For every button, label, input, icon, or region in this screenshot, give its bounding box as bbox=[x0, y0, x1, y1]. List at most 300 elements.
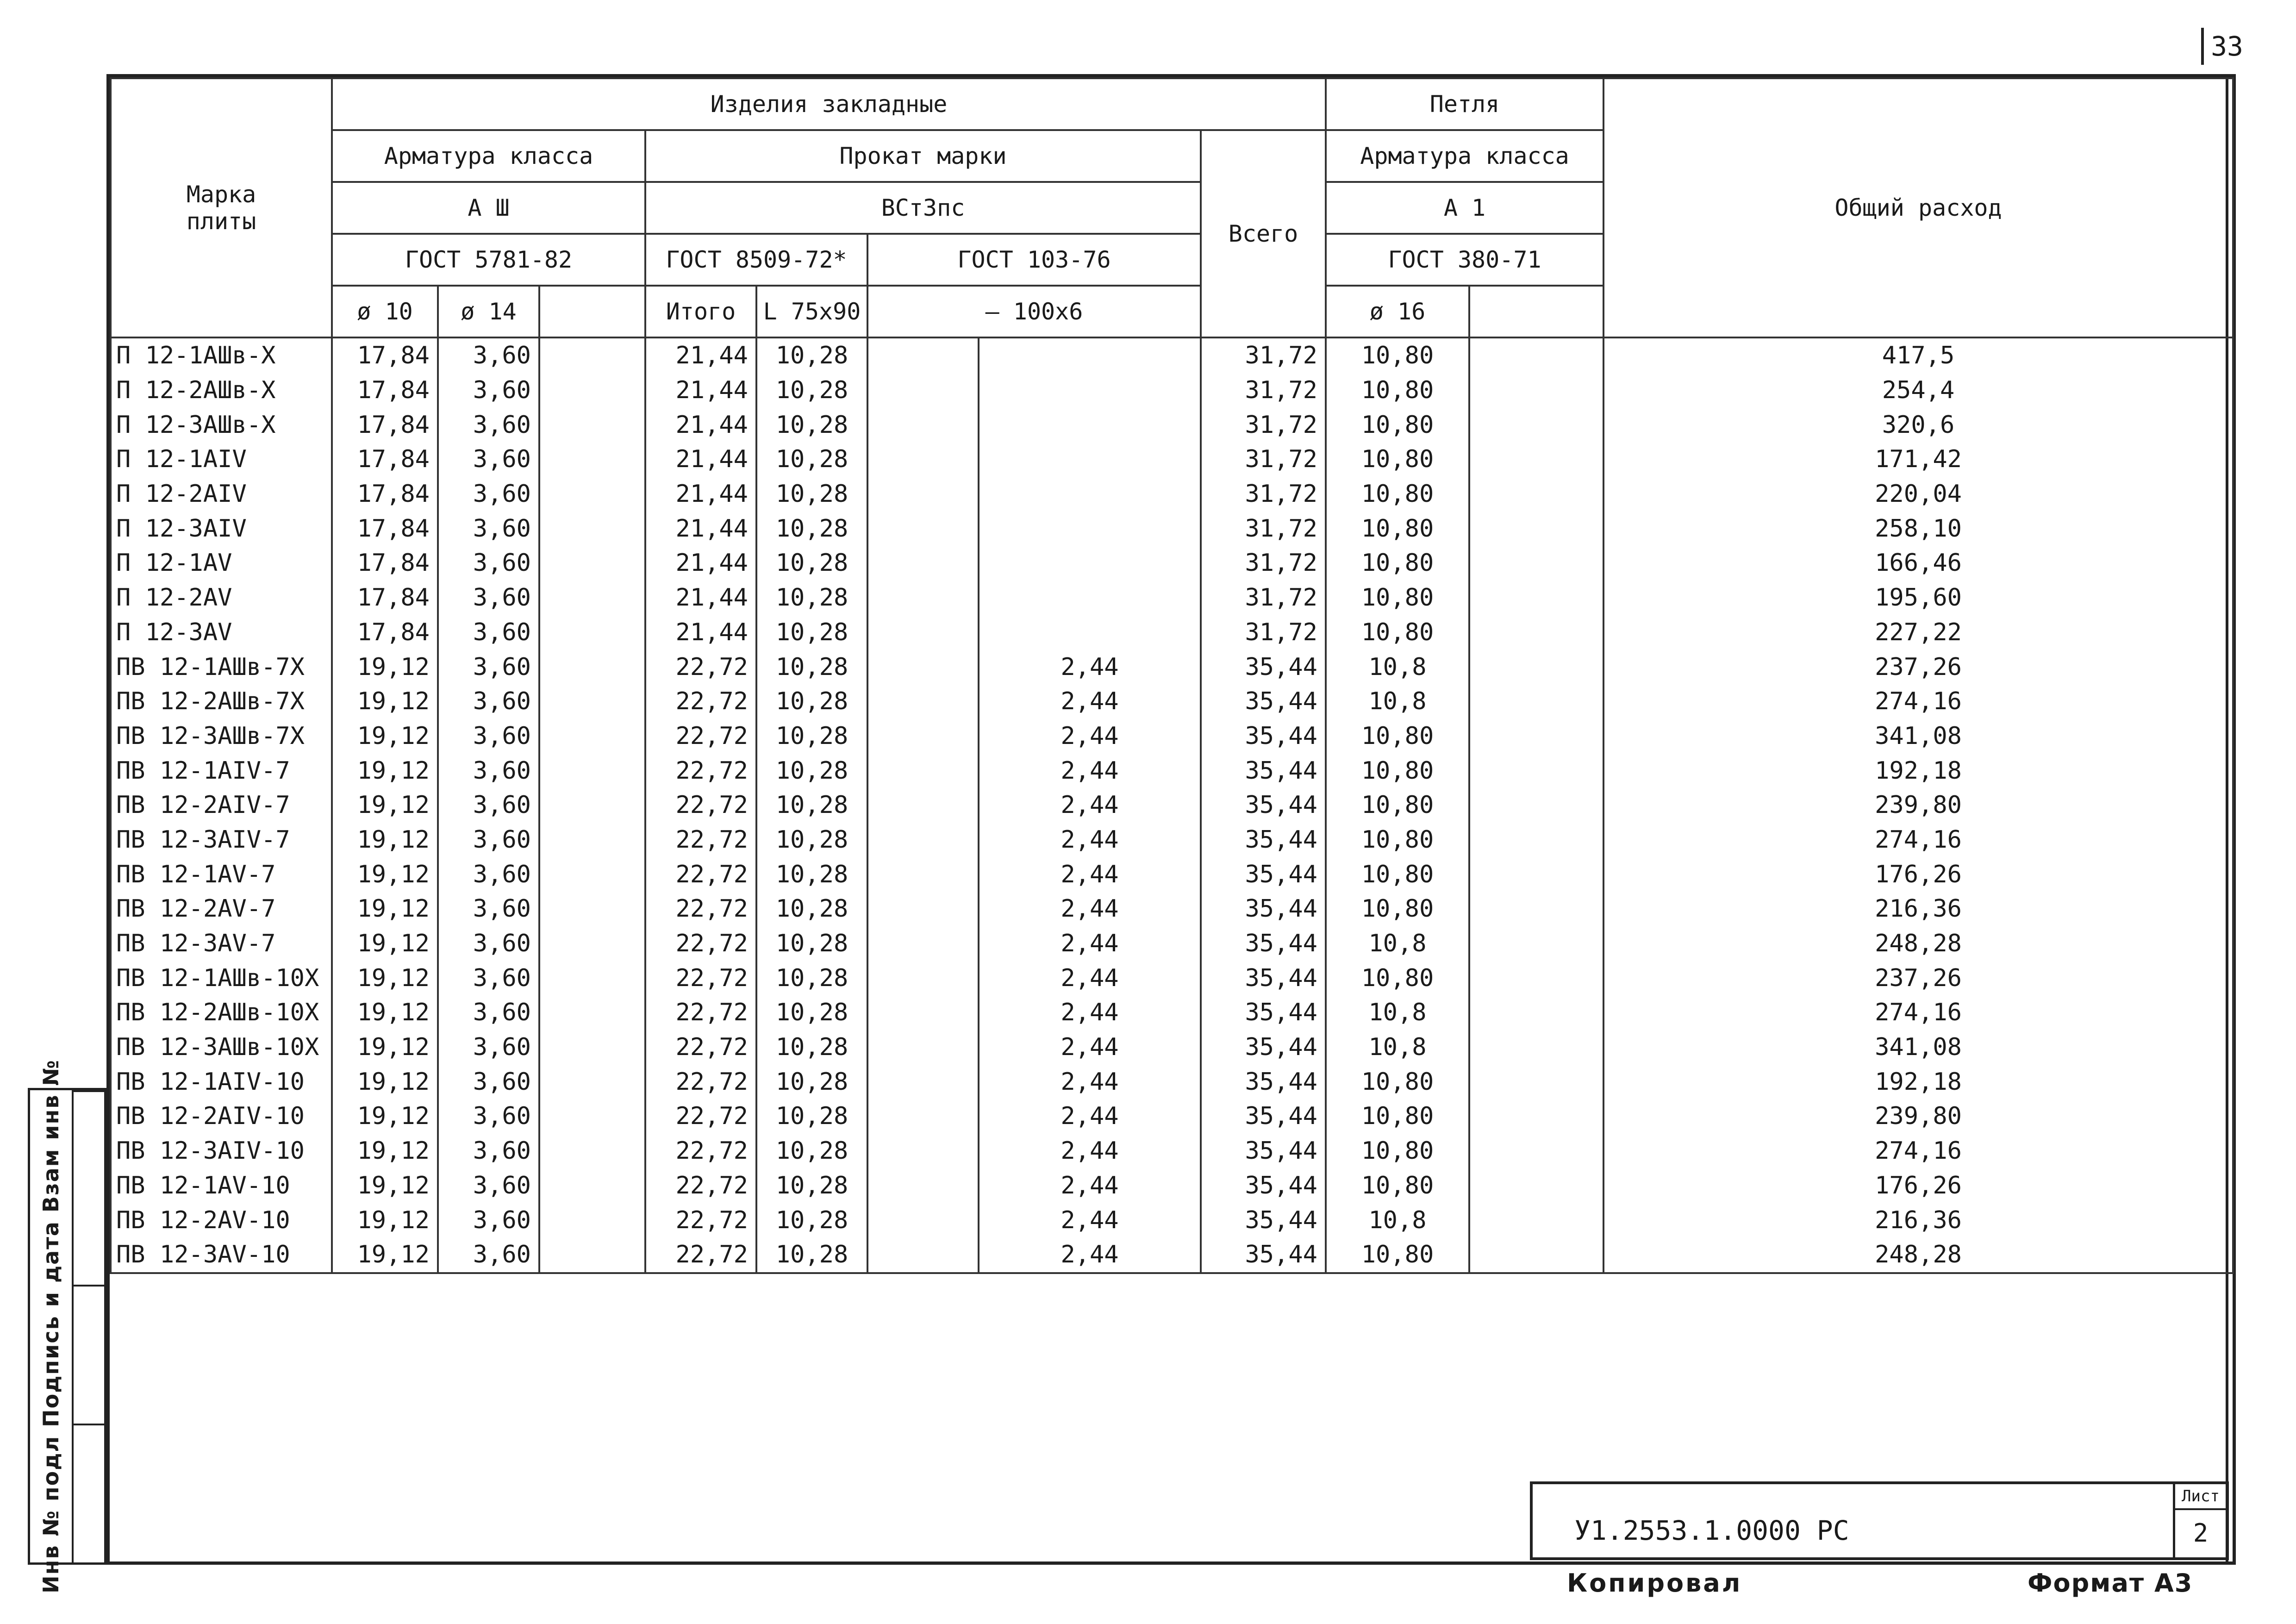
header-dia16: ø 16 bbox=[1326, 286, 1469, 337]
cell-strip: 2,44 bbox=[979, 1030, 1201, 1065]
cell-empty bbox=[539, 1099, 645, 1134]
header-angle-profile: L 75x90 bbox=[756, 286, 867, 337]
cell-d16: 10,80 bbox=[1326, 477, 1469, 512]
cell-mark: ПВ 12-2АШв-10Х bbox=[111, 995, 332, 1030]
cell-empty bbox=[867, 1168, 979, 1203]
cell-d16: 10,80 bbox=[1326, 719, 1469, 754]
cell-d10: 19,12 bbox=[332, 650, 438, 684]
cell-angle: 10,28 bbox=[756, 477, 867, 512]
cell-strip bbox=[979, 615, 1201, 650]
cell-empty bbox=[867, 511, 979, 546]
cell-empty bbox=[539, 857, 645, 892]
cell-d10: 19,12 bbox=[332, 892, 438, 926]
cell-empty bbox=[539, 684, 645, 719]
cell-mark: ПВ 12-1АV-10 bbox=[111, 1168, 332, 1203]
cell-itogo: 22,72 bbox=[645, 1134, 756, 1168]
approval-side-strip bbox=[28, 1059, 106, 1593]
cell-empty bbox=[1469, 1237, 1603, 1273]
cell-total: 237,26 bbox=[1603, 650, 2233, 684]
cell-total: 176,26 bbox=[1603, 1168, 2233, 1203]
cell-empty bbox=[539, 511, 645, 546]
cell-vsego: 35,44 bbox=[1201, 995, 1326, 1030]
cell-mark: ПВ 12-2АIV-7 bbox=[111, 788, 332, 823]
sheet-number: 2 bbox=[2193, 1518, 2209, 1548]
header-empty-rebar bbox=[539, 286, 645, 337]
header-gost-rolled-angle: ГОСТ 8509-72* bbox=[645, 234, 867, 286]
cell-mark: ПВ 12-1АШв-10Х bbox=[111, 961, 332, 995]
header-loop-class: А 1 bbox=[1326, 182, 1603, 234]
cell-itogo: 22,72 bbox=[645, 788, 756, 823]
cell-d16: 10,80 bbox=[1326, 546, 1469, 581]
cell-d10: 19,12 bbox=[332, 1099, 438, 1134]
cell-empty bbox=[867, 995, 979, 1030]
cell-vsego: 35,44 bbox=[1201, 753, 1326, 788]
cell-d16: 10,80 bbox=[1326, 1099, 1469, 1134]
cell-vsego: 31,72 bbox=[1201, 407, 1326, 442]
cell-total: 237,26 bbox=[1603, 961, 2233, 995]
cell-empty bbox=[1469, 926, 1603, 961]
cell-strip bbox=[979, 373, 1201, 408]
cell-empty bbox=[867, 719, 979, 754]
cell-angle: 10,28 bbox=[756, 615, 867, 650]
cell-empty bbox=[1469, 650, 1603, 684]
table-row bbox=[111, 753, 2233, 788]
cell-itogo: 22,72 bbox=[645, 892, 756, 926]
cell-vsego: 35,44 bbox=[1201, 1064, 1326, 1099]
cell-d10: 17,84 bbox=[332, 581, 438, 615]
table-body bbox=[111, 337, 2233, 1515]
cell-d14: 3,60 bbox=[438, 1064, 539, 1099]
cell-strip bbox=[979, 442, 1201, 477]
header-loop-rebar-class: Арматура класса bbox=[1326, 130, 1603, 182]
document-code: У1.2553.1.0000 РС bbox=[1574, 1515, 1849, 1546]
cell-d10: 19,12 bbox=[332, 684, 438, 719]
cell-d14: 3,60 bbox=[438, 1030, 539, 1065]
cell-empty bbox=[539, 823, 645, 857]
cell-empty bbox=[1469, 753, 1603, 788]
cell-d14: 3,60 bbox=[438, 788, 539, 823]
cell-empty bbox=[539, 337, 645, 373]
cell-itogo: 21,44 bbox=[645, 337, 756, 373]
cell-d16: 10,80 bbox=[1326, 1237, 1469, 1273]
cell-itogo: 22,72 bbox=[645, 650, 756, 684]
cell-d14: 3,60 bbox=[438, 546, 539, 581]
table-row bbox=[111, 823, 2233, 857]
header-dia14: ø 14 bbox=[438, 286, 539, 337]
cell-empty bbox=[867, 546, 979, 581]
cell-d14: 3,60 bbox=[438, 511, 539, 546]
cell-angle: 10,28 bbox=[756, 337, 867, 373]
cell-empty bbox=[867, 753, 979, 788]
cell-itogo: 22,72 bbox=[645, 995, 756, 1030]
cell-empty bbox=[1469, 719, 1603, 754]
cell-itogo: 21,44 bbox=[645, 477, 756, 512]
header-loop: Петля bbox=[1326, 78, 1603, 130]
table-row bbox=[111, 337, 2233, 373]
cell-total: 192,18 bbox=[1603, 1064, 2233, 1099]
cell-strip: 2,44 bbox=[979, 719, 1201, 754]
cell-mark: ПВ 12-1АIV-7 bbox=[111, 753, 332, 788]
cell-total: 216,36 bbox=[1603, 892, 2233, 926]
cell-d10: 19,12 bbox=[332, 1134, 438, 1168]
header-rebar-class: Арматура класса bbox=[332, 130, 645, 182]
cell-angle: 10,28 bbox=[756, 753, 867, 788]
cell-vsego: 35,44 bbox=[1201, 1134, 1326, 1168]
cell-angle: 10,28 bbox=[756, 442, 867, 477]
cell-strip bbox=[979, 337, 1201, 373]
cell-mark: ПВ 12-1АIV-10 bbox=[111, 1064, 332, 1099]
cell-strip: 2,44 bbox=[979, 995, 1201, 1030]
cell-d10: 19,12 bbox=[332, 995, 438, 1030]
cell-d10: 17,84 bbox=[332, 615, 438, 650]
cell-empty bbox=[867, 788, 979, 823]
cell-mark: П 12-2АIV bbox=[111, 477, 332, 512]
cell-total: 192,18 bbox=[1603, 753, 2233, 788]
cell-d16: 10,8 bbox=[1326, 650, 1469, 684]
cell-d14: 3,60 bbox=[438, 407, 539, 442]
page-number: 33 bbox=[2201, 28, 2250, 65]
cell-d10: 19,12 bbox=[332, 1203, 438, 1237]
cell-empty bbox=[867, 337, 979, 373]
cell-total: 254,4 bbox=[1603, 373, 2233, 408]
cell-d16: 10,8 bbox=[1326, 1203, 1469, 1237]
table-row bbox=[111, 719, 2233, 754]
cell-d14: 3,60 bbox=[438, 1099, 539, 1134]
cell-mark: П 12-3АIV bbox=[111, 511, 332, 546]
cell-d14: 3,60 bbox=[438, 1203, 539, 1237]
cell-mark: ПВ 12-2АV-10 bbox=[111, 1203, 332, 1237]
cell-empty bbox=[867, 1134, 979, 1168]
cell-mark: П 12-3АШв-Х bbox=[111, 407, 332, 442]
cell-d14: 3,60 bbox=[438, 1168, 539, 1203]
cell-angle: 10,28 bbox=[756, 511, 867, 546]
cell-empty bbox=[539, 581, 645, 615]
cell-d16: 10,80 bbox=[1326, 337, 1469, 373]
cell-d16: 10,80 bbox=[1326, 615, 1469, 650]
cell-mark: П 12-2АV bbox=[111, 581, 332, 615]
cell-strip bbox=[979, 477, 1201, 512]
cell-empty bbox=[539, 650, 645, 684]
cell-mark: ПВ 12-3АIV-7 bbox=[111, 823, 332, 857]
table-row bbox=[111, 961, 2233, 995]
cell-empty bbox=[867, 823, 979, 857]
cell-angle: 10,28 bbox=[756, 1030, 867, 1065]
cell-itogo: 22,72 bbox=[645, 753, 756, 788]
cell-empty bbox=[539, 1203, 645, 1237]
cell-empty bbox=[1469, 995, 1603, 1030]
cell-empty bbox=[539, 615, 645, 650]
cell-d14: 3,60 bbox=[438, 926, 539, 961]
table-row bbox=[111, 442, 2233, 477]
cell-vsego: 31,72 bbox=[1201, 373, 1326, 408]
cell-total: 166,46 bbox=[1603, 546, 2233, 581]
cell-empty bbox=[539, 926, 645, 961]
cell-empty bbox=[1469, 511, 1603, 546]
cell-d14: 3,60 bbox=[438, 753, 539, 788]
cell-mark: П 12-1АV bbox=[111, 546, 332, 581]
side-strip-divider bbox=[72, 1285, 109, 1287]
cell-angle: 10,28 bbox=[756, 892, 867, 926]
cell-mark: ПВ 12-3АIV-10 bbox=[111, 1134, 332, 1168]
cell-itogo: 21,44 bbox=[645, 442, 756, 477]
cell-vsego: 35,44 bbox=[1201, 857, 1326, 892]
cell-total: 274,16 bbox=[1603, 995, 2233, 1030]
material-specification-table bbox=[110, 77, 2234, 1515]
cell-empty bbox=[539, 546, 645, 581]
cell-mark: П 12-1АШв-Х bbox=[111, 337, 332, 373]
cell-mark: ПВ 12-3АШв-7Х bbox=[111, 719, 332, 754]
cell-empty bbox=[539, 373, 645, 408]
side-strip-divider bbox=[72, 1090, 109, 1092]
cell-angle: 10,28 bbox=[756, 650, 867, 684]
cell-total: 248,28 bbox=[1603, 1237, 2233, 1273]
cell-empty bbox=[1469, 581, 1603, 615]
cell-itogo: 21,44 bbox=[645, 373, 756, 408]
cell-empty bbox=[867, 961, 979, 995]
cell-empty bbox=[867, 615, 979, 650]
cell-d14: 3,60 bbox=[438, 684, 539, 719]
cell-d10: 19,12 bbox=[332, 823, 438, 857]
cell-vsego: 35,44 bbox=[1201, 788, 1326, 823]
cell-d16: 10,8 bbox=[1326, 995, 1469, 1030]
cell-d16: 10,80 bbox=[1326, 857, 1469, 892]
header-plate-mark: Марка плиты bbox=[111, 78, 332, 337]
header-gost-rebar: ГОСТ 5781-82 bbox=[332, 234, 645, 286]
cell-empty bbox=[539, 1168, 645, 1203]
cell-vsego: 35,44 bbox=[1201, 684, 1326, 719]
cell-empty bbox=[867, 1030, 979, 1065]
cell-d14: 3,60 bbox=[438, 650, 539, 684]
cell-strip: 2,44 bbox=[979, 753, 1201, 788]
table-row bbox=[111, 407, 2233, 442]
cell-empty bbox=[867, 442, 979, 477]
cell-empty bbox=[867, 926, 979, 961]
cell-empty bbox=[539, 1030, 645, 1065]
cell-d14: 3,60 bbox=[438, 442, 539, 477]
cell-angle: 10,28 bbox=[756, 1134, 867, 1168]
cell-d14: 3,60 bbox=[438, 995, 539, 1030]
table-row bbox=[111, 926, 2233, 961]
cell-empty bbox=[539, 892, 645, 926]
cell-empty bbox=[1469, 615, 1603, 650]
table-row bbox=[111, 1134, 2233, 1168]
cell-d14: 3,60 bbox=[438, 373, 539, 408]
cell-d16: 10,80 bbox=[1326, 1064, 1469, 1099]
cell-mark: ПВ 12-3АШв-10Х bbox=[111, 1030, 332, 1065]
table-row bbox=[111, 892, 2233, 926]
cell-d14: 3,60 bbox=[438, 477, 539, 512]
cell-vsego: 31,72 bbox=[1201, 442, 1326, 477]
cell-total: 239,80 bbox=[1603, 788, 2233, 823]
cell-vsego: 35,44 bbox=[1201, 961, 1326, 995]
cell-strip: 2,44 bbox=[979, 1203, 1201, 1237]
cell-empty bbox=[539, 961, 645, 995]
cell-empty bbox=[1469, 1134, 1603, 1168]
cell-empty bbox=[1469, 337, 1603, 373]
cell-empty bbox=[1469, 684, 1603, 719]
cell-vsego: 31,72 bbox=[1201, 581, 1326, 615]
cell-empty bbox=[867, 892, 979, 926]
table-row bbox=[111, 615, 2233, 650]
cell-vsego: 35,44 bbox=[1201, 1203, 1326, 1237]
cell-strip: 2,44 bbox=[979, 650, 1201, 684]
cell-d16: 10,8 bbox=[1326, 926, 1469, 961]
side-strip-label: Инв № подл Подпись и дата Взам инв № bbox=[38, 1059, 63, 1593]
cell-empty bbox=[1469, 892, 1603, 926]
cell-angle: 10,28 bbox=[756, 719, 867, 754]
cell-strip: 2,44 bbox=[979, 892, 1201, 926]
cell-d14: 3,60 bbox=[438, 615, 539, 650]
cell-itogo: 21,44 bbox=[645, 581, 756, 615]
cell-d14: 3,60 bbox=[438, 1134, 539, 1168]
cell-angle: 10,28 bbox=[756, 373, 867, 408]
cell-d16: 10,80 bbox=[1326, 753, 1469, 788]
cell-angle: 10,28 bbox=[756, 1064, 867, 1099]
cell-d10: 17,84 bbox=[332, 442, 438, 477]
table-row bbox=[111, 1099, 2233, 1134]
cell-total: 341,08 bbox=[1603, 1030, 2233, 1065]
table-row bbox=[111, 1203, 2233, 1237]
cell-d16: 10,80 bbox=[1326, 511, 1469, 546]
cell-itogo: 21,44 bbox=[645, 546, 756, 581]
cell-itogo: 22,72 bbox=[645, 1064, 756, 1099]
cell-strip: 2,44 bbox=[979, 823, 1201, 857]
header-rolled-grade: Прокат марки bbox=[645, 130, 1201, 182]
cell-angle: 10,28 bbox=[756, 995, 867, 1030]
cell-strip: 2,44 bbox=[979, 926, 1201, 961]
cell-empty bbox=[539, 442, 645, 477]
cell-d16: 10,8 bbox=[1326, 1030, 1469, 1065]
cell-d10: 19,12 bbox=[332, 961, 438, 995]
cell-empty bbox=[539, 477, 645, 512]
cell-d16: 10,80 bbox=[1326, 1134, 1469, 1168]
cell-angle: 10,28 bbox=[756, 1237, 867, 1273]
cell-itogo: 21,44 bbox=[645, 511, 756, 546]
cell-itogo: 21,44 bbox=[645, 407, 756, 442]
table-row bbox=[111, 546, 2233, 581]
cell-itogo: 22,72 bbox=[645, 719, 756, 754]
cell-empty bbox=[1469, 961, 1603, 995]
cell-vsego: 35,44 bbox=[1201, 1168, 1326, 1203]
cell-d10: 19,12 bbox=[332, 1168, 438, 1203]
cell-d10: 19,12 bbox=[332, 753, 438, 788]
cell-d16: 10,80 bbox=[1326, 373, 1469, 408]
header-total-consumption: Общий расход bbox=[1603, 78, 2233, 337]
cell-empty bbox=[1469, 1168, 1603, 1203]
cell-empty bbox=[1469, 1030, 1603, 1065]
cell-strip: 2,44 bbox=[979, 684, 1201, 719]
table-row bbox=[111, 1030, 2233, 1065]
cell-empty bbox=[539, 788, 645, 823]
cell-vsego: 35,44 bbox=[1201, 1099, 1326, 1134]
cell-d10: 17,84 bbox=[332, 511, 438, 546]
header-loop-gost: ГОСТ 380-71 bbox=[1326, 234, 1603, 286]
cell-mark: ПВ 12-2АV-7 bbox=[111, 892, 332, 926]
cell-angle: 10,28 bbox=[756, 546, 867, 581]
cell-strip: 2,44 bbox=[979, 1237, 1201, 1273]
cell-d10: 17,84 bbox=[332, 546, 438, 581]
cell-d14: 3,60 bbox=[438, 961, 539, 995]
cell-empty bbox=[539, 407, 645, 442]
cell-angle: 10,28 bbox=[756, 788, 867, 823]
table-row bbox=[111, 1168, 2233, 1203]
cell-strip bbox=[979, 511, 1201, 546]
header-itogo: Итого bbox=[645, 286, 756, 337]
table-row bbox=[111, 511, 2233, 546]
cell-empty bbox=[867, 1237, 979, 1273]
cell-total: 248,28 bbox=[1603, 926, 2233, 961]
cell-vsego: 31,72 bbox=[1201, 546, 1326, 581]
cell-d10: 17,84 bbox=[332, 337, 438, 373]
cell-total: 274,16 bbox=[1603, 1134, 2233, 1168]
cell-d16: 10,80 bbox=[1326, 442, 1469, 477]
cell-d10: 19,12 bbox=[332, 926, 438, 961]
cell-itogo: 22,72 bbox=[645, 1203, 756, 1237]
cell-strip: 2,44 bbox=[979, 961, 1201, 995]
cell-d16: 10,80 bbox=[1326, 892, 1469, 926]
cell-empty bbox=[1469, 546, 1603, 581]
cell-d14: 3,60 bbox=[438, 892, 539, 926]
cell-d14: 3,60 bbox=[438, 1237, 539, 1273]
cell-vsego: 31,72 bbox=[1201, 477, 1326, 512]
cell-vsego: 35,44 bbox=[1201, 650, 1326, 684]
cell-empty bbox=[539, 995, 645, 1030]
cell-empty bbox=[867, 1099, 979, 1134]
cell-angle: 10,28 bbox=[756, 407, 867, 442]
cell-d16: 10,80 bbox=[1326, 788, 1469, 823]
cell-angle: 10,28 bbox=[756, 857, 867, 892]
cell-vsego: 35,44 bbox=[1201, 1030, 1326, 1065]
cell-empty bbox=[867, 650, 979, 684]
cell-empty bbox=[867, 407, 979, 442]
cell-itogo: 22,72 bbox=[645, 926, 756, 961]
table-row bbox=[111, 995, 2233, 1030]
table-row bbox=[111, 373, 2233, 408]
cell-vsego: 31,72 bbox=[1201, 511, 1326, 546]
cell-angle: 10,28 bbox=[756, 823, 867, 857]
cell-empty bbox=[867, 1203, 979, 1237]
cell-total: 341,08 bbox=[1603, 719, 2233, 754]
cell-itogo: 22,72 bbox=[645, 1030, 756, 1065]
table-row bbox=[111, 684, 2233, 719]
table-filler-cell bbox=[111, 1273, 2233, 1515]
cell-strip: 2,44 bbox=[979, 788, 1201, 823]
table-row bbox=[111, 1237, 2233, 1273]
cell-d10: 19,12 bbox=[332, 1237, 438, 1273]
cell-vsego: 35,44 bbox=[1201, 823, 1326, 857]
cell-strip: 2,44 bbox=[979, 1099, 1201, 1134]
cell-strip bbox=[979, 407, 1201, 442]
table-row bbox=[111, 1064, 2233, 1099]
cell-vsego: 35,44 bbox=[1201, 1237, 1326, 1273]
cell-empty bbox=[1469, 1099, 1603, 1134]
cell-empty bbox=[539, 1134, 645, 1168]
cell-empty bbox=[867, 1064, 979, 1099]
cell-total: 320,6 bbox=[1603, 407, 2233, 442]
cell-total: 227,22 bbox=[1603, 615, 2233, 650]
cell-mark: ПВ 12-3АV-10 bbox=[111, 1237, 332, 1273]
cell-itogo: 22,72 bbox=[645, 857, 756, 892]
header-empty-loop bbox=[1469, 286, 1603, 337]
cell-mark: ПВ 12-2АШв-7Х bbox=[111, 684, 332, 719]
cell-empty bbox=[539, 719, 645, 754]
cell-mark: П 12-2АШв-Х bbox=[111, 373, 332, 408]
cell-d10: 19,12 bbox=[332, 1030, 438, 1065]
cell-vsego: 35,44 bbox=[1201, 926, 1326, 961]
cell-mark: П 12-3АV bbox=[111, 615, 332, 650]
table-filler-row bbox=[111, 1273, 2233, 1515]
cell-empty bbox=[1469, 407, 1603, 442]
